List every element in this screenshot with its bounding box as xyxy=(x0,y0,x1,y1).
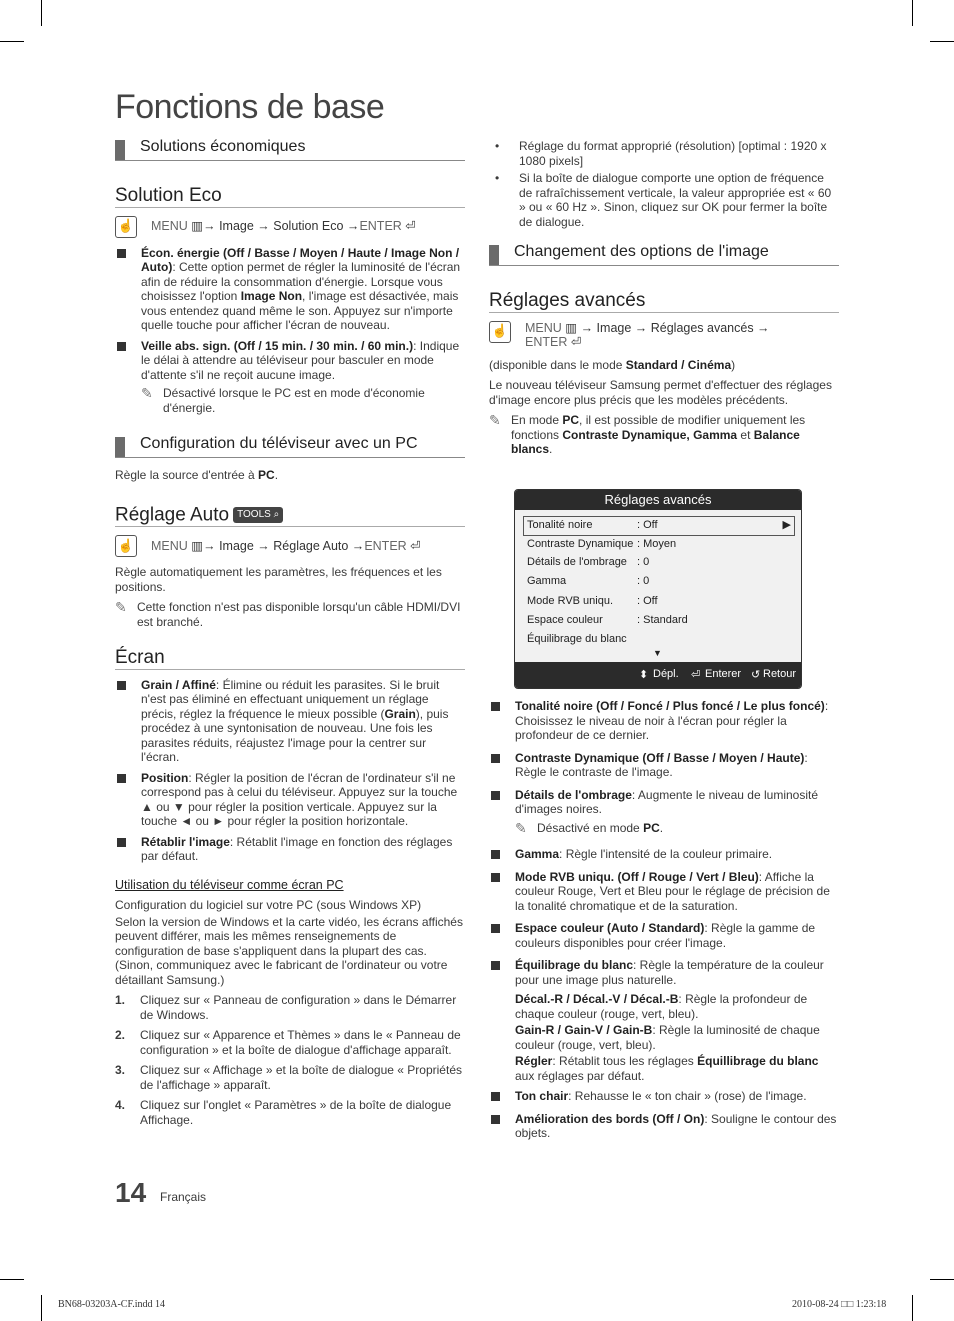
item-bold: Équillibrage du blanc xyxy=(697,1054,819,1068)
item-text: , l'image est désactivée, mais vous entendez quand même le son. Appuyez sur n'importe quelle touche pour afficher l'écran de nouveau. xyxy=(141,289,459,332)
return-icon: ↺ xyxy=(751,669,761,681)
bullet-icon xyxy=(117,838,126,847)
step-text: Cliquez sur « Apparence et Thèmes » dans le « Panneau de configuration » et la boîte de dialogue d'affichage apparaît. xyxy=(140,1028,461,1057)
bullet-icon xyxy=(117,774,126,783)
item-text: : Règle la profondeur de chaque couleur (rouge, vert, bleu). xyxy=(515,992,808,1021)
text: Désactivé en mode xyxy=(537,820,644,835)
note xyxy=(115,600,465,629)
item-bold: Image Non xyxy=(240,289,303,303)
left-column xyxy=(115,138,465,1133)
osd-row-label: Contraste Dynamique xyxy=(527,538,634,550)
text: . xyxy=(274,468,279,482)
list-item xyxy=(489,139,839,168)
step-number: 3. xyxy=(115,1063,126,1077)
note-text: Cette fonction n'est pas disponible lorsqu'un câble HDMI/DVI est branché. xyxy=(137,600,461,629)
text: et xyxy=(737,427,754,442)
sub-item xyxy=(515,992,839,1021)
enter-label: ENTER xyxy=(525,335,568,349)
item-text: : Règle la luminosité de chaque couleur (rouge, vert, bleu). xyxy=(515,1023,820,1052)
tools-badge: TOOLS ⌕ xyxy=(233,507,283,524)
heading-reglages-avances: Réglages avancés xyxy=(489,294,839,313)
item-bold: Grain xyxy=(384,706,416,721)
list-item xyxy=(115,1063,465,1092)
bullet-icon xyxy=(491,850,500,859)
bullet-icon xyxy=(491,791,500,800)
list-item xyxy=(489,751,839,780)
osd-down-arrow-icon: ▼ xyxy=(653,648,662,658)
enter-label: ENTER xyxy=(359,219,402,234)
menu-path xyxy=(115,216,465,238)
list-item xyxy=(489,870,839,914)
osd-row[interactable] xyxy=(527,519,658,531)
menu-icon: ▥ xyxy=(187,538,204,553)
item-title: Rétablir l'image xyxy=(141,834,230,849)
list-item xyxy=(489,847,839,862)
step-number: 4. xyxy=(115,1098,126,1112)
item-text: : Cette option permet de régler la luminosité de l'écran afin de réduire la consommation d'énergie. Lorsque vous choisissez l'option xyxy=(141,260,461,303)
list-item xyxy=(115,678,465,765)
section-title: Configuration du téléviseur avec un PC xyxy=(140,435,418,452)
list-item xyxy=(115,1098,465,1127)
item-title: Espace couleur (Auto / Standard) xyxy=(515,921,705,935)
menu-label: MENU xyxy=(151,538,188,553)
item-title: Écon. énergie (Off / Basse / Moyen / Haute / Image Non / Auto) xyxy=(141,245,460,274)
osd-row-label: Gamma xyxy=(527,575,567,587)
list-item xyxy=(115,246,465,333)
pencil-icon: ✎ xyxy=(515,819,527,836)
osd-right-arrow-icon: ▶ xyxy=(782,519,791,531)
bullet-icon xyxy=(491,702,500,711)
tools-label: TOOLS xyxy=(237,508,271,520)
bullet-icon xyxy=(491,961,500,970)
osd-row[interactable] xyxy=(527,538,676,550)
step-text: Cliquez sur l'onglet « Paramètres » de la boîte de dialogue Affichage. xyxy=(140,1098,452,1127)
hand-icon: ☝ xyxy=(489,321,511,343)
hand-icon: ☝ xyxy=(115,216,137,238)
steps-list xyxy=(115,993,465,1127)
text: ) xyxy=(731,357,736,372)
step-text: Cliquez sur « Affichage » et la boîte de dialogue « Propriétés de l'affichage » apparaît. xyxy=(140,1063,462,1092)
section-title: Changement des options de l'image xyxy=(514,243,769,260)
bullet-icon xyxy=(491,754,500,763)
osd-row-label: Tonalité noire xyxy=(527,519,593,531)
osd-row[interactable] xyxy=(527,614,688,626)
crop-mark xyxy=(930,1279,954,1280)
heading-text: Réglage Auto xyxy=(115,503,230,525)
osd-row[interactable] xyxy=(527,556,649,568)
crop-mark xyxy=(41,1295,42,1321)
crop-mark xyxy=(0,41,24,42)
note xyxy=(515,821,839,836)
text-bold: PC xyxy=(562,413,580,427)
pencil-icon: ✎ xyxy=(141,385,153,401)
item-title: Régler xyxy=(515,1054,553,1068)
osd-row-value: : Off xyxy=(637,519,658,531)
item-title: Position xyxy=(141,770,189,785)
list-item xyxy=(489,1112,839,1141)
step-text: Cliquez sur « Panneau de configuration » dans le Démarrer de Windows. xyxy=(140,993,457,1022)
osd-row-value: : Standard xyxy=(637,614,688,626)
osd-row-label: Espace couleur xyxy=(527,614,603,626)
item-text: : Choisissez le niveau de noir à l'écran pour régler la profondeur de ce dernier. xyxy=(515,699,829,742)
heading-reglage-auto xyxy=(115,503,465,528)
item-text: : Indique le délai à attendre au téléviseur pour basculer en mode d'attente s'il ne reçoit aucune image. xyxy=(141,338,460,382)
page-title: Fonctions de base xyxy=(115,88,385,126)
osd-footer xyxy=(515,662,801,688)
right-column-bottom xyxy=(489,699,839,1147)
list-item xyxy=(489,699,839,743)
heading-ecran: Écran xyxy=(115,651,465,670)
text: , il est possible de modifier uniquement les fonctions xyxy=(511,413,806,442)
list-item xyxy=(115,993,465,1022)
step-number: 2. xyxy=(115,1028,126,1042)
bullet-icon xyxy=(491,1115,500,1124)
osd-row[interactable] xyxy=(527,633,637,645)
list-item xyxy=(115,835,465,864)
item-title: Grain / Affiné xyxy=(141,677,216,692)
section-title: Solutions économiques xyxy=(140,138,306,155)
paragraph: Le nouveau téléviseur Samsung permet d'effectuer des réglages d'image encore plus précis que les modèles précédents. xyxy=(489,378,832,407)
osd-row-value: : Off xyxy=(637,595,658,607)
osd-move-label: Dépl. xyxy=(653,668,679,680)
enter-icon: ⏎ xyxy=(567,335,582,349)
menu-path-text: → Image → Réglages avancés → xyxy=(577,320,770,335)
paragraph: Selon la version de Windows et la carte vidéo, les écrans affichés peuvent différer, mais les mêmes renseignements de configuration de base s'appliquent dans la plupart des cas. (Sinon, communiquez avec le fabricant de l'ordinateur ou votre détaillant Samsung.) xyxy=(115,914,463,987)
item-text: : Rehausse le « ton chair » (rose) de l'image. xyxy=(568,1089,807,1103)
pencil-icon: ✎ xyxy=(489,412,501,428)
section-bar xyxy=(115,437,125,457)
bullet-icon xyxy=(117,342,126,351)
osd-row[interactable] xyxy=(527,595,658,607)
footer-timestamp: 2010-08-24 □□ 1:23:18 xyxy=(792,1299,887,1310)
menu-label: MENU xyxy=(525,320,562,335)
item-title: Veille abs. sign. (Off / 15 min. / 30 min. / 60 min.) xyxy=(141,338,414,353)
item-text: : Règle la gamme de couleurs disponibles pour créer l'image. xyxy=(515,921,816,950)
bullet-icon xyxy=(117,681,126,690)
text-bold: PC xyxy=(643,820,660,835)
item-text: aux réglages par défaut. xyxy=(515,1068,645,1083)
item-text: : Régler la position de l'écran de l'ordinateur s'il ne correspond pas à celui du téléviseur. Appuyez sur la touche ▲ ou ▼ pour régler la position verticale. Appuyez sur la touche ◄ ou ► pour régler la position horizontale. xyxy=(141,770,458,828)
osd-row-label: Mode RVB uniqu. xyxy=(527,595,614,607)
item-title: Détails de l'ombrage xyxy=(515,787,632,802)
paragraph: Configuration du logiciel sur votre PC (sous Windows XP) xyxy=(115,898,422,912)
bullet-dot: • xyxy=(495,171,500,185)
subsection-title: Utilisation du téléviseur comme écran PC xyxy=(115,877,344,892)
section-bar xyxy=(115,140,125,160)
list-item xyxy=(489,171,839,229)
text: (disponible dans le mode xyxy=(489,357,626,372)
crop-mark xyxy=(930,41,954,42)
list-item xyxy=(489,788,839,842)
item-text: Réglage du format approprié (résolution) [optimal : 1920 x 1080 pixels] xyxy=(519,139,827,168)
right-column-top xyxy=(489,139,839,463)
sub-item xyxy=(515,1054,839,1083)
item-title: Décal.-R / Décal.-V / Décal.-B xyxy=(515,992,679,1006)
text-bold: Balance blancs xyxy=(511,427,800,456)
bullet-icon xyxy=(117,249,126,258)
crop-mark xyxy=(912,0,913,26)
crop-mark xyxy=(0,1279,24,1280)
list-item xyxy=(115,1028,465,1057)
list-item xyxy=(489,921,839,950)
menu-icon: ▥ xyxy=(561,320,578,335)
sub-item xyxy=(515,1023,839,1052)
list-item xyxy=(115,771,465,829)
item-text: : Rétablit l'image en fonction des réglages par défaut. xyxy=(141,834,453,863)
heading-solution-eco: Solution Eco xyxy=(115,189,465,208)
item-title: Gamma xyxy=(515,847,560,861)
item-text: : Règle l'intensité de la couleur primaire. xyxy=(559,847,773,861)
list-item xyxy=(115,339,465,422)
osd-row-label: Équilibrage du blanc xyxy=(527,633,627,645)
list-item xyxy=(489,1089,839,1104)
item-title: Contraste Dynamique (Off / Basse / Moyen / Haute) xyxy=(515,750,805,765)
bullet-icon xyxy=(491,1092,500,1101)
item-text: : Souligne le contour des objets. xyxy=(515,1111,837,1140)
crop-mark xyxy=(41,0,42,26)
text-bold: PC xyxy=(258,468,275,482)
enter-icon: ⏎ xyxy=(691,669,701,681)
item-text: Si la boîte de dialogue comporte une option de fréquence de rafraîchissement verticale, la valeur appropriée est « 60 » ou « 60 Hz ». Sinon, cliquez sur OK pour fermer la boîte de dialogue. xyxy=(519,171,832,229)
menu-path xyxy=(489,321,839,350)
text-bold: Standard / Cinéma xyxy=(625,357,732,372)
osd-row[interactable] xyxy=(527,575,649,587)
note xyxy=(489,413,839,457)
section-header xyxy=(115,435,465,458)
menu-label: MENU xyxy=(151,219,188,234)
item-text: ), puis procédez à une syntonisation de nouveau. Une fois les parasites réduits, réajustez l'image pour la centrer sur l'écran. xyxy=(141,706,449,764)
text: En mode xyxy=(511,413,563,427)
note xyxy=(141,386,465,415)
osd-return-label: Retour xyxy=(763,668,797,680)
enter-icon: ⏎ xyxy=(401,219,416,234)
item-text: : Règle le contraste de l'image. xyxy=(515,750,808,779)
item-text: : Affiche la couleur Rouge, Vert et Bleu pour le réglage de précision de la tonalité chromatique et de la saturation. xyxy=(515,869,830,913)
paragraph: Règle automatiquement les paramètres, les fréquences et les positions. xyxy=(115,565,442,594)
osd-row-value: : Moyen xyxy=(637,538,677,550)
menu-icon: ▥ xyxy=(187,219,204,234)
text: . xyxy=(659,820,664,835)
item-text: : Rétablit tous les réglages xyxy=(552,1054,698,1068)
text-bold: Contraste Dynamique, Gamma xyxy=(562,427,738,442)
item-title: Mode RVB uniqu. (Off / Rouge / Vert / Bleu) xyxy=(515,869,759,884)
move-icon: ⬍ xyxy=(639,669,649,681)
osd-enter-label: Enterer xyxy=(705,668,742,680)
step-number: 1. xyxy=(115,993,126,1007)
osd-title: Réglages avancés xyxy=(515,490,801,510)
item-title: Tonalité noire (Off / Foncé / Plus foncé / Le plus foncé) xyxy=(515,699,825,713)
bullet-dot: • xyxy=(495,139,500,153)
crop-mark xyxy=(912,1295,913,1321)
enter-label: ENTER xyxy=(364,538,407,553)
item-title: Amélioration des bords (Off / On) xyxy=(515,1111,705,1126)
text: Règle la source d'entrée à xyxy=(115,468,259,482)
menu-path-text: → Image → Réglage Auto → xyxy=(203,538,365,553)
osd-row-label: Détails de l'ombrage xyxy=(527,556,627,568)
item-title: Ton chair xyxy=(515,1089,569,1103)
osd-row-value: : 0 xyxy=(637,575,650,587)
text: . xyxy=(549,442,553,456)
section-bar xyxy=(489,245,499,265)
note-text: Désactivé lorsque le PC est en mode d'économie d'énergie. xyxy=(163,386,425,415)
language-label: Français xyxy=(160,1190,207,1204)
bullet-icon xyxy=(491,873,500,882)
pencil-icon: ✎ xyxy=(115,599,127,615)
hand-icon: ☝ xyxy=(115,535,137,557)
item-text: : Élimine ou réduit les parasites. Si le bruit n'est pas éliminé en effectuant uniquement un réglage précis, réglez la fréquence le mieux possible ( xyxy=(141,677,440,721)
section-header xyxy=(115,138,465,161)
menu-path xyxy=(115,535,465,557)
footer-file-info: BN68-03203A-CF.indd 14 xyxy=(58,1299,165,1310)
item-text: : Règle la température de la couleur pour une image plus naturelle. xyxy=(515,958,824,987)
list-item xyxy=(489,958,839,1083)
item-text: : Augmente le niveau de luminosité d'images noires. xyxy=(515,787,819,816)
item-title: Gain-R / Gain-V / Gain-B xyxy=(515,1023,653,1037)
page-number: 14 xyxy=(115,1177,147,1208)
osd-row-value: : 0 xyxy=(637,556,650,568)
paragraph xyxy=(115,468,465,483)
section-header xyxy=(489,243,839,266)
enter-icon: ⏎ xyxy=(406,538,421,553)
item-title: Équilibrage du blanc xyxy=(515,958,634,972)
bullet-icon xyxy=(491,924,500,933)
menu-path-text: → Image → Solution Eco → xyxy=(203,219,360,234)
osd-menu xyxy=(514,489,802,689)
paragraph xyxy=(489,358,839,373)
